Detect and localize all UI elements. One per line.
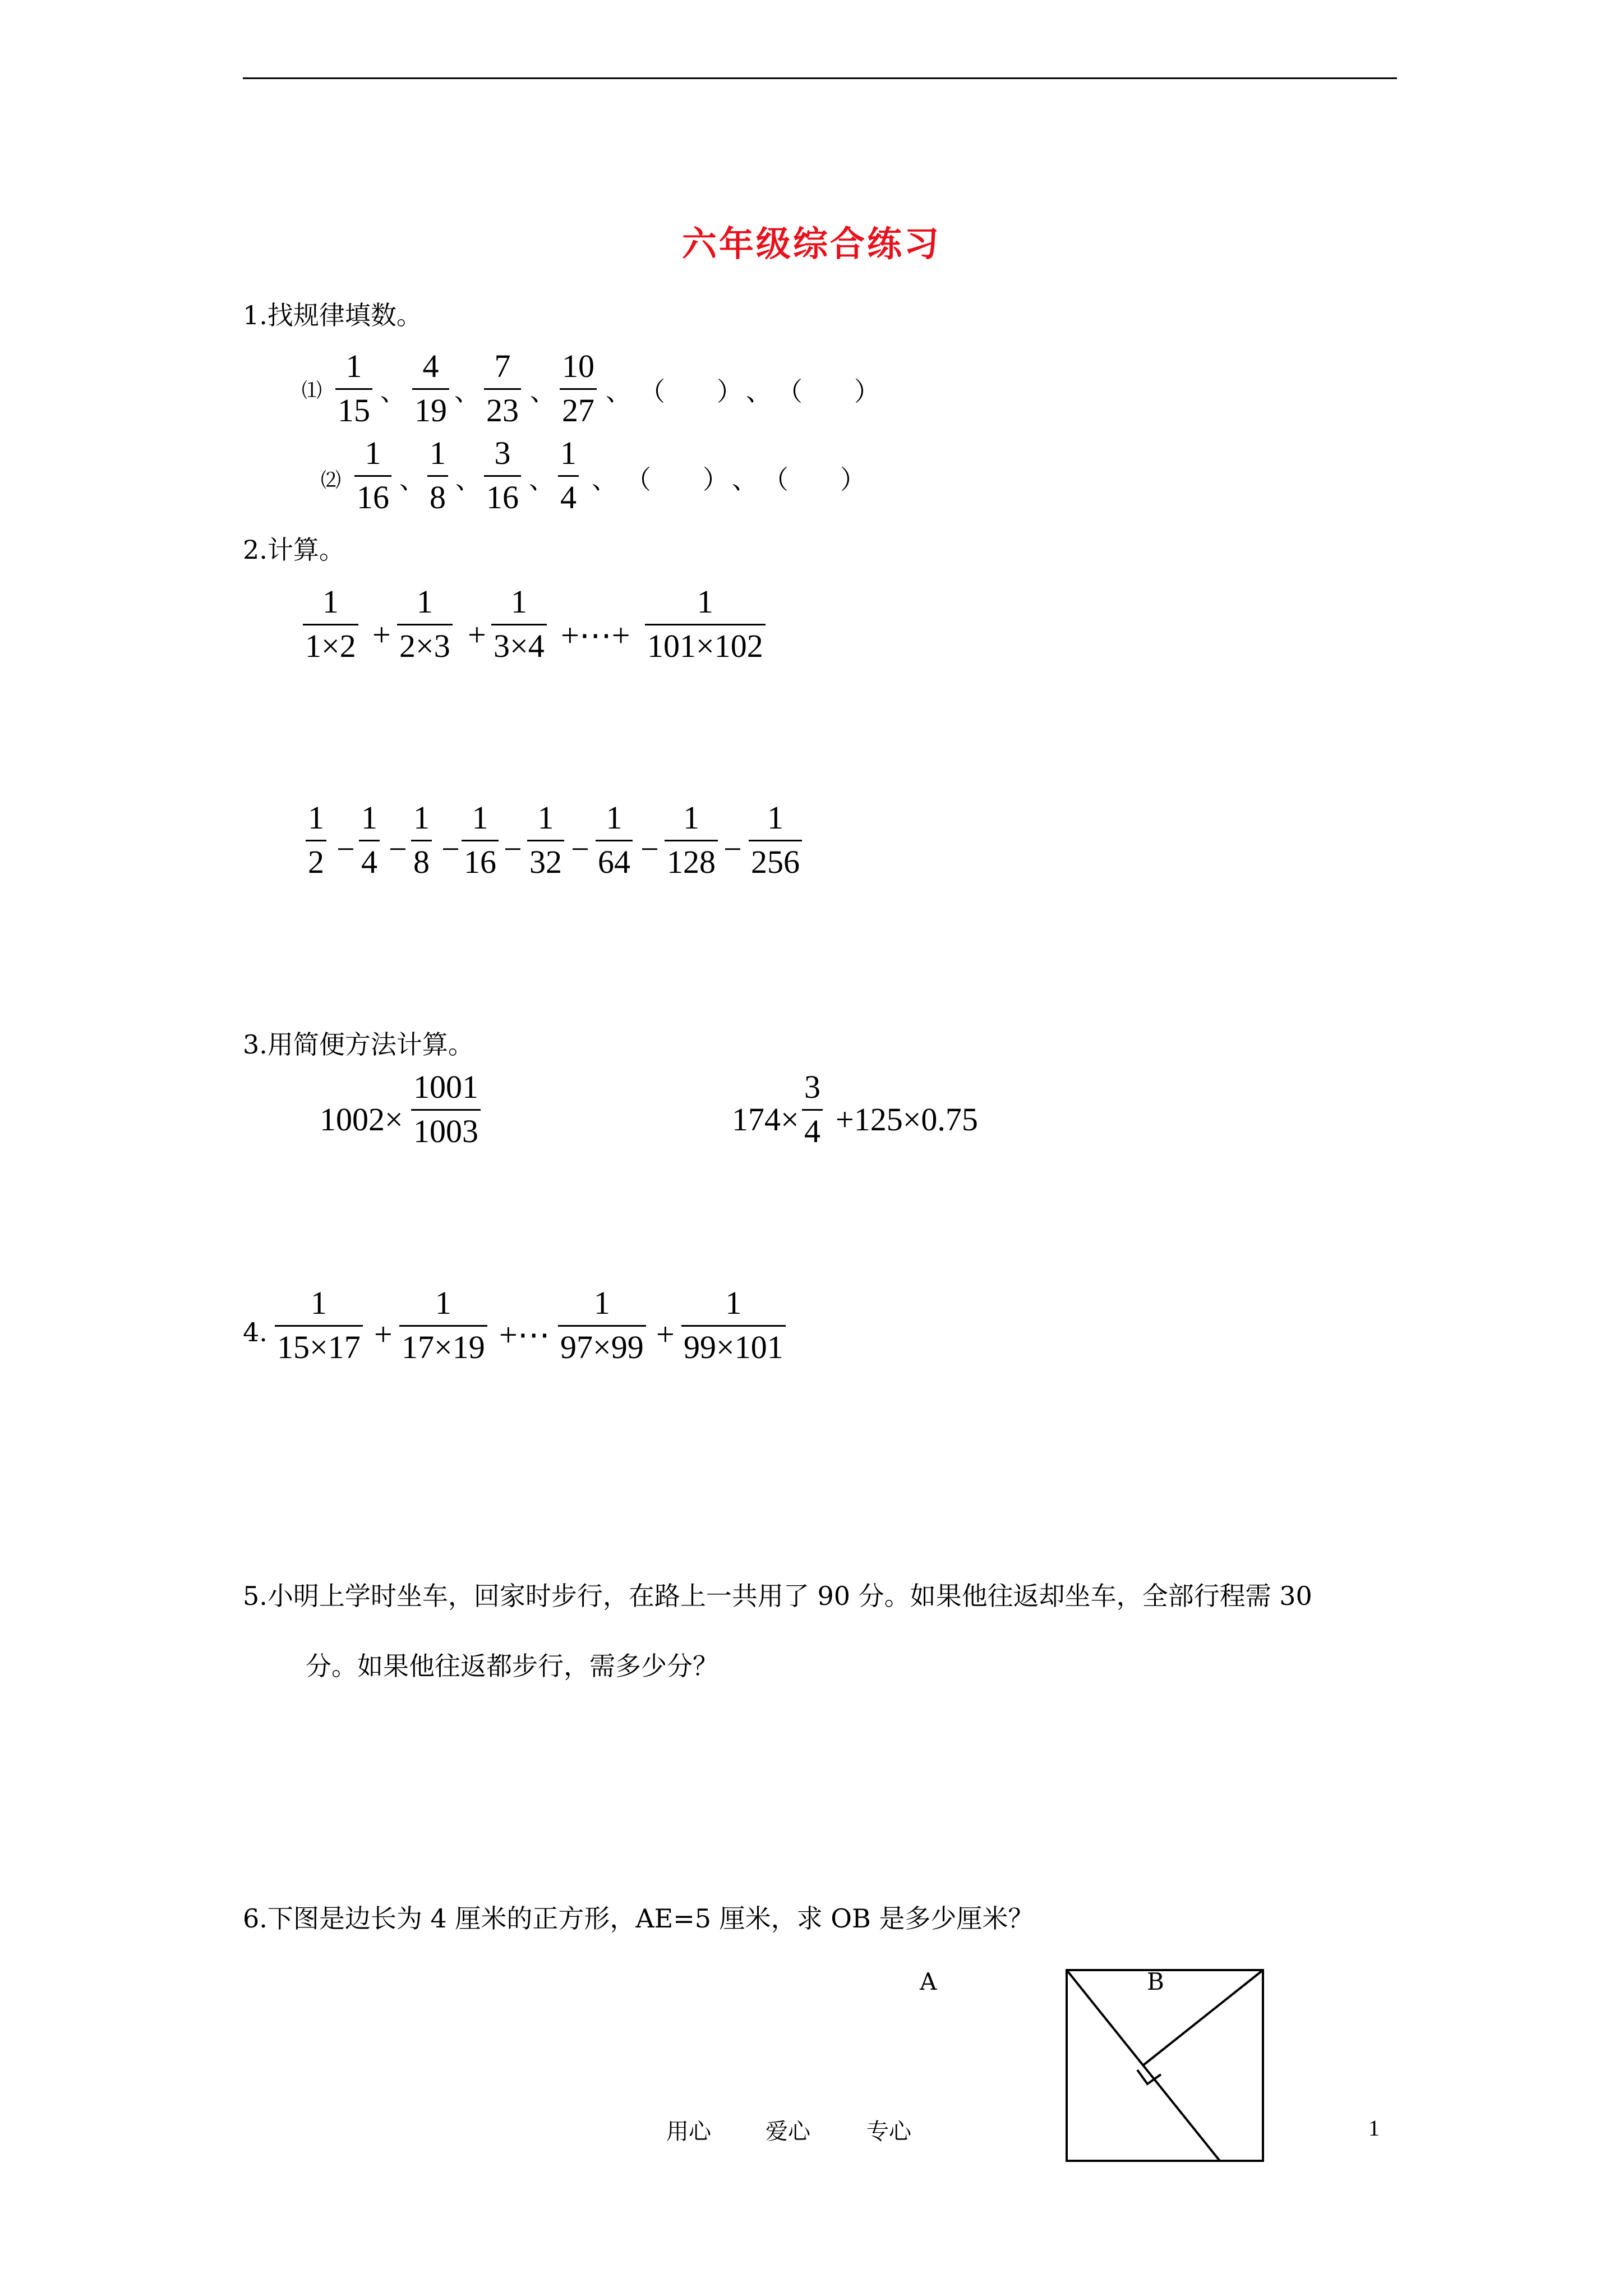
q2-expr2-term-7: 1 128: [665, 799, 718, 881]
q4-label: 4.: [243, 1317, 268, 1347]
q2-heading: 2.计算。: [243, 535, 345, 565]
q4-op-1: +: [374, 1316, 393, 1352]
q2-expr1-op-3: +⋯+: [561, 617, 630, 654]
q1-part1-frac-3: 7 23: [484, 348, 521, 429]
q2-expr1-term-1: 1 1×2: [303, 583, 358, 665]
q4-term-3: 1 97×99: [558, 1285, 646, 1366]
square-outline: [1067, 1970, 1263, 2161]
q2-expr2-term-2: 1 4: [359, 799, 380, 881]
q2-expr2-op-6: −: [640, 831, 659, 867]
q3-expr1-fraction: 1001 1003: [411, 1069, 481, 1150]
q4-op-2: +⋯: [499, 1317, 550, 1353]
q3-expr2-prefix: 174×: [732, 1101, 799, 1138]
q1-part2-sep-3: 、: [529, 464, 555, 495]
q1-part2-frac-3: 3 16: [484, 435, 521, 516]
q2-expr2-op-1: −: [336, 831, 355, 867]
q1-part1-sep-2: 、: [454, 376, 480, 407]
page-number: 1: [1368, 2115, 1380, 2141]
q2-expr2-term-8: 1 256: [749, 799, 802, 881]
q1-heading: 1.找规律填数。: [243, 300, 422, 330]
footer-item-2: 爱心: [766, 2119, 810, 2145]
q1-part2-label: ⑵: [321, 469, 342, 492]
q1-part1-sep-3: 、: [530, 376, 556, 407]
q3-expr1-prefix: 1002×: [320, 1101, 403, 1138]
q1-part2-sep-5: 、: [732, 464, 758, 495]
q2-expr2-op-2: −: [389, 831, 407, 867]
q2-expr1-term-4: 1 101×102: [645, 583, 766, 665]
q6-text: 6.下图是边长为 4 厘米的正方形，AE=5 厘米，求 OB 是多少厘米？: [243, 1903, 1034, 1934]
q1-part2-blank-2: （ ）: [763, 464, 866, 495]
q6-square-diagram: [1066, 1969, 1279, 2165]
q2-expr2-term-5: 1 32: [527, 799, 564, 881]
q2-expr2-op-3: −: [441, 831, 460, 867]
q1-part1-sep-1: 、: [380, 376, 406, 407]
line-ob: [1143, 1970, 1263, 2065]
q1-part1-blank-1: （ ）: [639, 376, 743, 407]
q2-expr2-term-6: 1 64: [596, 799, 633, 881]
q4-term-4: 1 99×101: [681, 1285, 786, 1366]
q1-part1-frac-4: 10 27: [560, 348, 597, 429]
header-rule: [243, 77, 1397, 79]
q2-expr2-op-5: −: [571, 831, 589, 867]
q1-part1-sep-4: 、: [606, 376, 631, 407]
q2-expr1-op-1: +: [372, 616, 391, 653]
q3-heading: 3.用简便方法计算。: [243, 1029, 474, 1060]
q2-expr2-op-4: −: [504, 831, 522, 867]
q1-part2-sep-1: 、: [399, 464, 425, 495]
footer-item-3: 专心: [866, 2119, 911, 2145]
q4-term-1: 1 15×17: [275, 1285, 363, 1366]
q5-line-1: 5.小明上学时坐车，回家时步行，在路上一共用了 90 分。如果他往返却坐车，全部行程需 30: [243, 1581, 1312, 1611]
q2-expr2-term-4: 1 16: [462, 799, 499, 881]
q3-expr2-fraction: 3 4: [802, 1069, 823, 1150]
q2-expr2-term-1: 1 2: [306, 799, 326, 881]
q5-line-2: 分。如果他往返都步行，需多少分？: [306, 1651, 718, 1681]
q1-part1-sep-5: 、: [746, 376, 772, 407]
q6-label-a: A: [920, 1968, 937, 1995]
q2-expr1-term-3: 1 3×4: [491, 583, 547, 665]
q2-expr1-op-2: +: [468, 616, 486, 653]
q4-op-3: +: [656, 1316, 675, 1352]
q1-part1-frac-1: 1 15: [335, 348, 372, 429]
q1-part1-frac-2: 4 19: [412, 348, 449, 429]
q1-part2-blank-1: （ ）: [625, 464, 728, 495]
page-title: 六年级综合练习: [681, 223, 941, 264]
q2-expr1-term-2: 1 2×3: [397, 583, 453, 665]
q1-part2-sep-4: 、: [592, 464, 617, 495]
q3-expr2-suffix: +125×0.75: [836, 1101, 978, 1138]
q1-part2-frac-2: 1 8: [427, 435, 448, 516]
q4-term-2: 1 17×19: [399, 1285, 487, 1366]
q2-expr2-op-7: −: [723, 831, 742, 867]
q1-part2-sep-2: 、: [455, 464, 481, 495]
footer-item-1: 用心: [666, 2119, 711, 2145]
q6-label-b: B: [1147, 1968, 1164, 1995]
q2-expr2-term-3: 1 8: [411, 799, 432, 881]
q1-part2-frac-4: 1 4: [558, 435, 579, 516]
q1-part2-frac-1: 1 16: [354, 435, 391, 516]
q1-part1-label: ⑴: [302, 379, 322, 402]
q1-part1-blank-2: （ ）: [777, 376, 880, 407]
